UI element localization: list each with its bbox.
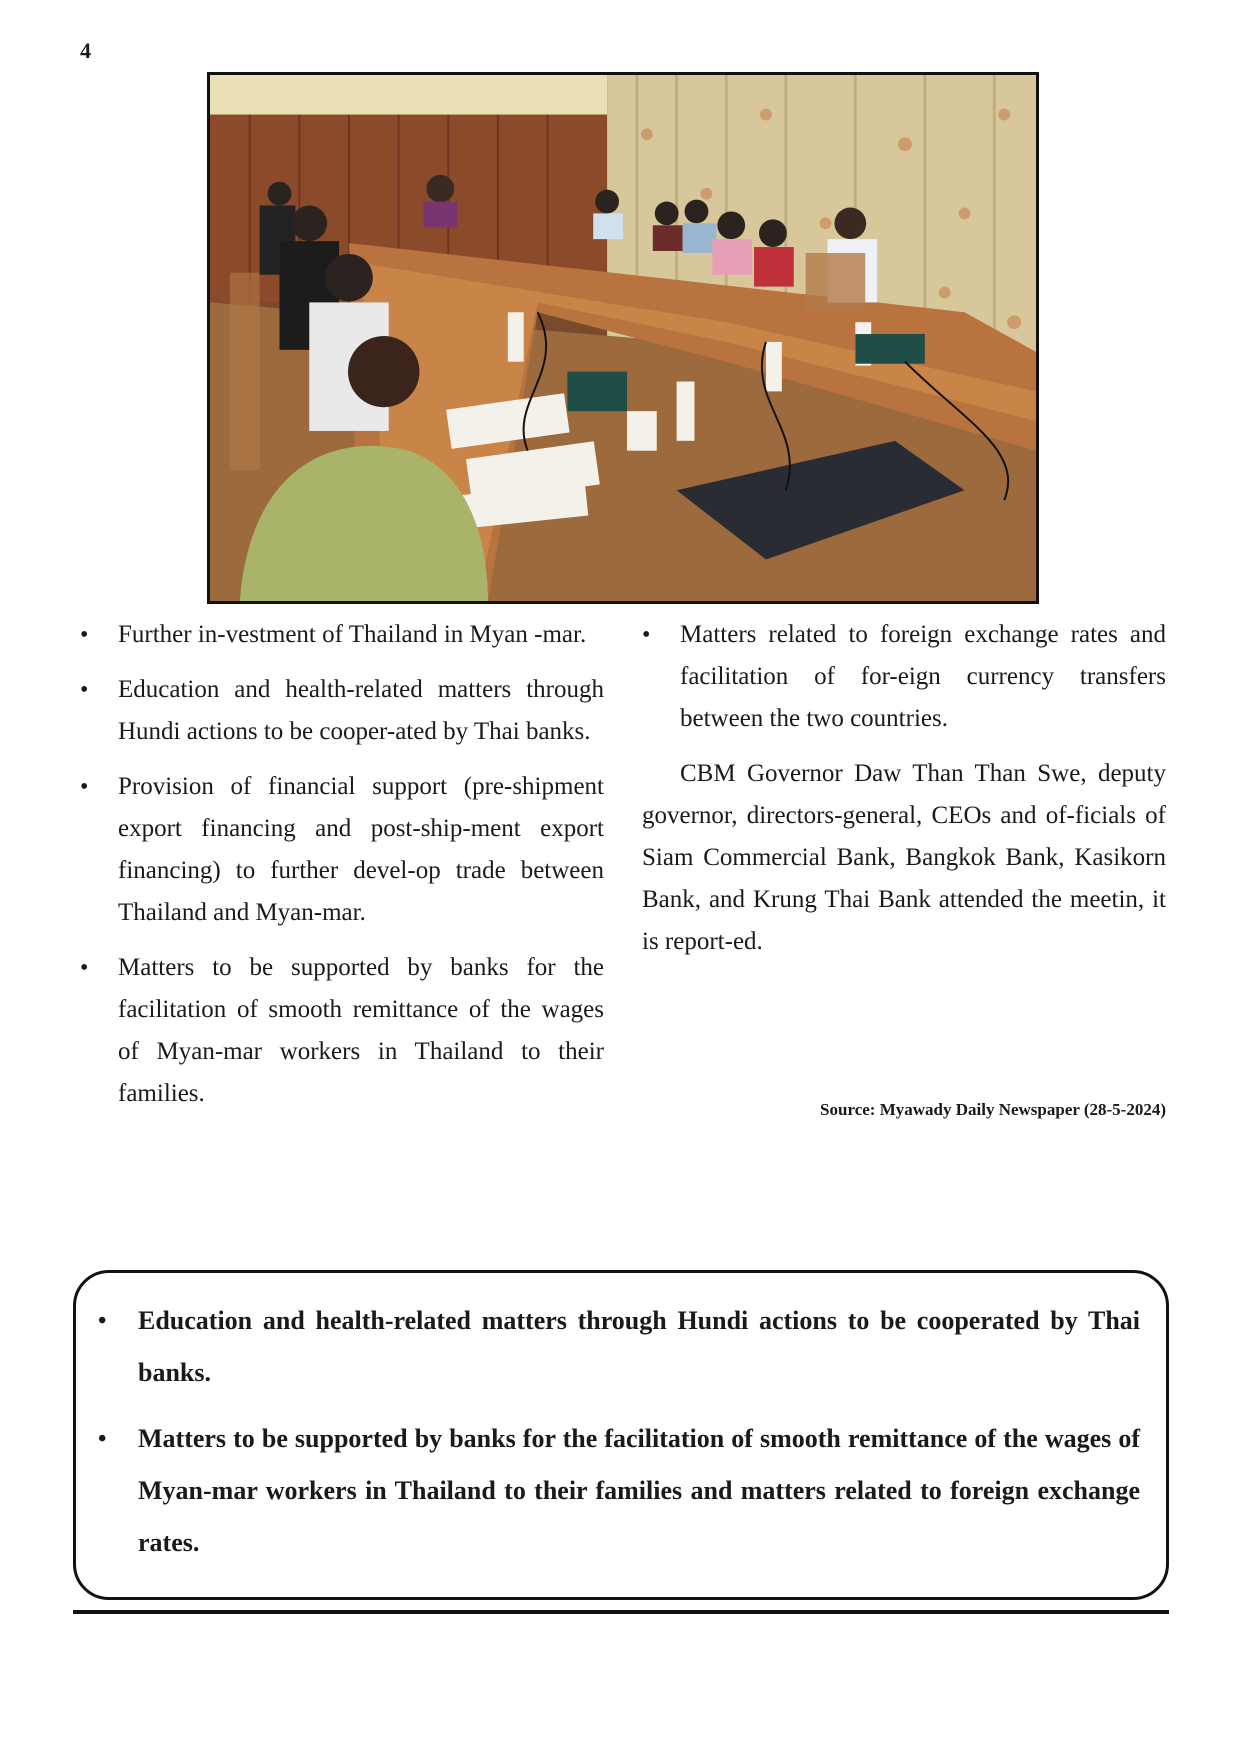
- left-bullet-list: [80, 614, 604, 1115]
- left-column: [80, 614, 604, 1128]
- bottom-divider: [73, 1610, 1169, 1614]
- right-bullet-list: [642, 614, 1166, 740]
- meeting-photo: [207, 72, 1039, 604]
- list-item: • Education and health-related matters through Hundi actions to be cooper-ated by Thai banks.: [80, 669, 604, 753]
- right-column: [642, 614, 1166, 963]
- source-citation: Source: Myawady Daily Newspaper (28-5-2024): [820, 1100, 1166, 1119]
- page-number: 4: [80, 38, 91, 63]
- list-item: • Provision of financial support (pre-shipment export financing and post-ship-ment export financing) to further devel-op trade between Thailand and Myan-mar.: [80, 766, 604, 934]
- highlight-box: [73, 1270, 1169, 1600]
- list-item: • Further in-vestment of Thailand in Myan -mar.: [80, 614, 604, 656]
- list-item: • Education and health-related matters through Hundi actions to be cooperated by Thai banks.: [98, 1295, 1140, 1399]
- list-item: • Matters to be supported by banks for the facilitation of smooth remittance of the wages of Myan-mar workers in Thailand to their families and matters related to foreign exchange rates.: [98, 1413, 1140, 1569]
- list-item: • Matters related to foreign exchange rates and facilitation of for-eign currency transfers between the two countries.: [642, 614, 1166, 740]
- highlight-bullet-list: [98, 1295, 1140, 1569]
- list-item: • Matters to be supported by banks for the facilitation of smooth remittance of the wages of Myan-mar workers in Thailand to their families.: [80, 947, 604, 1115]
- meeting-photo-icon: [210, 75, 1036, 601]
- attendees-paragraph: CBM Governor Daw Than Than Swe, deputy governor, directors-general, CEOs and of-ficials of Siam Commercial Bank, Bangkok Bank, Kasikorn Bank, and Krung Thai Bank attended the meetin, it is report-ed.: [642, 760, 1166, 955]
